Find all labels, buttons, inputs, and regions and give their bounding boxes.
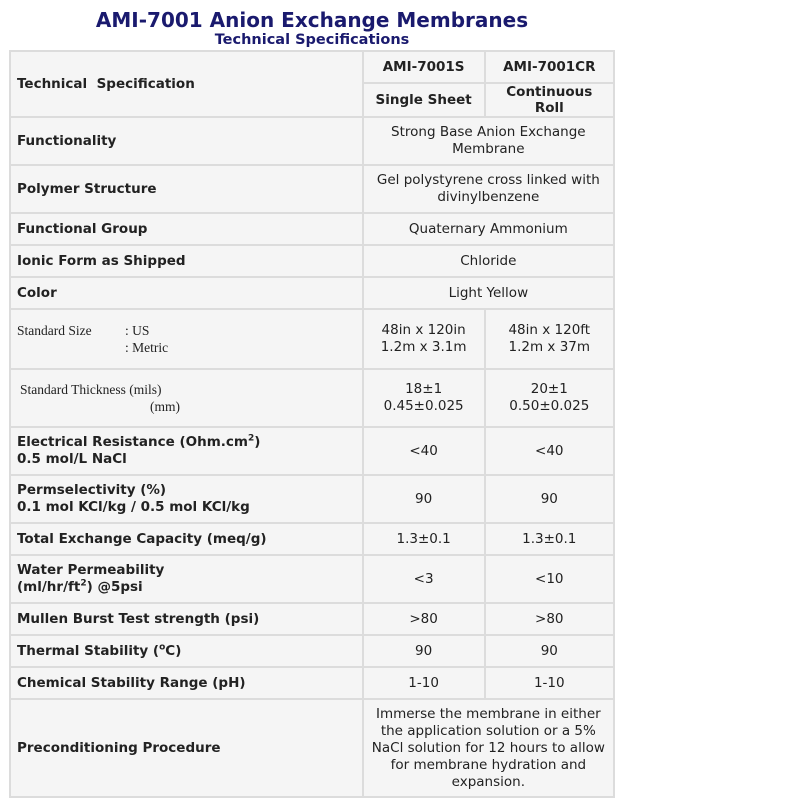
row-label: Mullen Burst Test strength (psi) [10,603,363,635]
row-value-s: 1-10 [363,667,485,699]
table-row [10,165,614,213]
table-row [10,475,614,523]
table-row [10,667,614,699]
table-row [10,555,614,603]
table-row [10,699,614,797]
row-label: Preconditioning Procedure [10,699,363,797]
row-label: Polymer Structure [10,165,363,213]
table-row [10,117,614,165]
row-value-s: 1.3±0.1 [363,523,485,555]
row-value-s: 18±1 0.45±0.025 [363,369,485,427]
table-row [10,213,614,245]
row-value-cr: 1-10 [485,667,614,699]
table-row [10,309,614,369]
row-value-cr: <10 [485,555,614,603]
row-value: Chloride [363,245,614,277]
row-label: Permselectivity (%) 0.1 mol KCl/kg / 0.5 mol KCl/kg [10,475,363,523]
table-row [10,427,614,475]
row-value-s: >80 [363,603,485,635]
row-label-thickness: Standard Thickness (mils) (mm) [10,369,363,427]
row-value-cr: 1.3±0.1 [485,523,614,555]
table-row [10,245,614,277]
row-label: Water Permeability $(ml/hr/ft^2)$ @5psi [10,555,363,603]
row-label: Chemical Stability Range (pH) [10,667,363,699]
row-label: Electrical Resistance $(Ohm.cm^2)$ 0.5 mol/L NaCl [10,427,363,475]
row-value-cr: <40 [485,427,614,475]
row-label: Color [10,277,363,309]
row-value: Gel polystyrene cross linked with divinylbenzene [363,165,614,213]
row-value-cr: 90 [485,635,614,667]
row-value-cr: 20±1 0.50±0.025 [485,369,614,427]
header-form-s: Single Sheet [363,83,485,117]
row-value-s: 90 [363,635,485,667]
row-value: Light Yellow [363,277,614,309]
row-value-s: 48in x 120in 1.2m x 3.1m [363,309,485,369]
row-value-cr: >80 [485,603,614,635]
row-value: Strong Base Anion Exchange Membrane [363,117,614,165]
header-model-s: AMI-7001S [363,51,485,83]
row-value-cr: 90 [485,475,614,523]
spec-table [9,50,615,798]
header-model-cr: AMI-7001CR [485,51,614,83]
row-value-s: <3 [363,555,485,603]
table-row [10,603,614,635]
header-form-cr: Continuous Roll [485,83,614,117]
table-row [10,277,614,309]
table-row [10,369,614,427]
table-row [10,523,614,555]
row-value: Immerse the membrane in either the application solution or a 5% NaCl solution for 12 hours to allow for membrane hydration and expansion. [363,699,614,797]
row-value-s: 90 [363,475,485,523]
page-subtitle: Technical Specifications [214,32,410,48]
row-label-standard-size: Standard Size : US : Metric [10,309,363,369]
header-spec-label: Technical Specification [10,51,363,117]
row-label: Total Exchange Capacity (meq/g) [10,523,363,555]
row-label: Functional Group [10,213,363,245]
table-row [10,635,614,667]
row-value-s: <40 [363,427,485,475]
row-value: Quaternary Ammonium [363,213,614,245]
row-value-cr: 48in x 120ft 1.2m x 37m [485,309,614,369]
row-label: Functionality [10,117,363,165]
row-label: Ionic Form as Shipped [10,245,363,277]
page-title: AMI-7001 Anion Exchange Membranes [95,8,529,32]
row-label: Thermal Stability ($^o$C) [10,635,363,667]
